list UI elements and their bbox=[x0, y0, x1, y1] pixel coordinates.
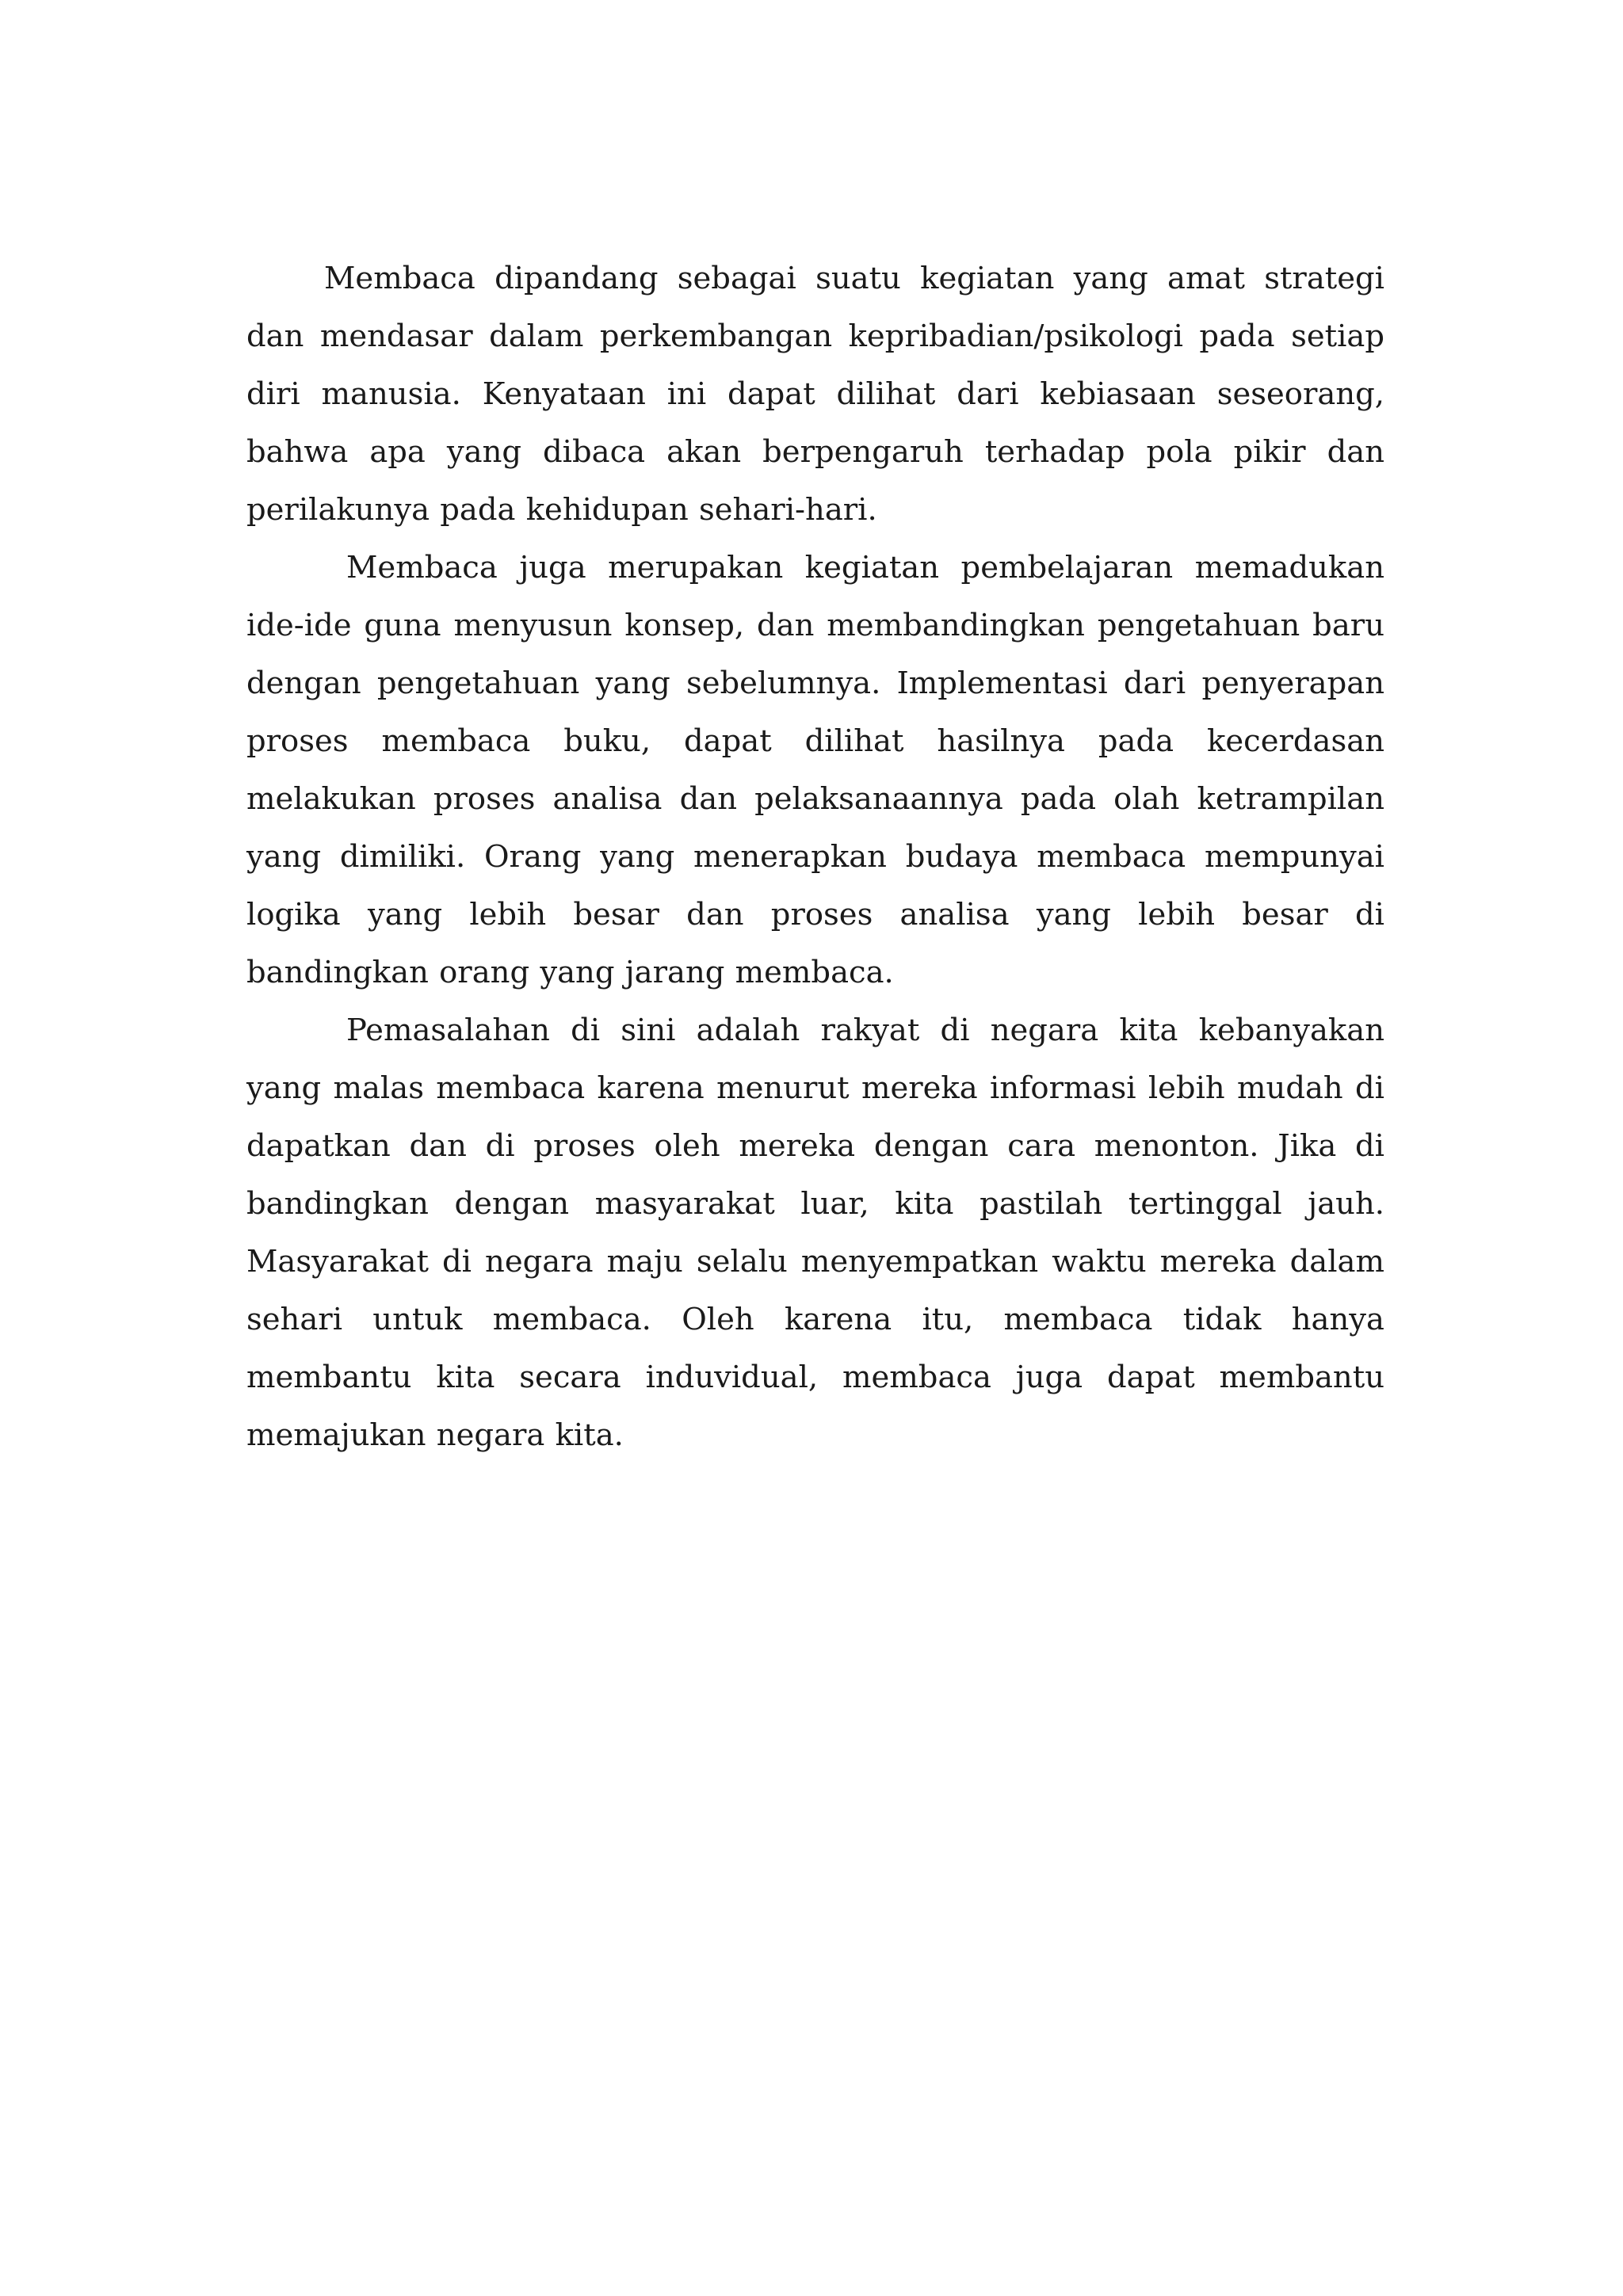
paragraph-3: Pemasalahan di sini adalah rakyat di negara kita kebanyakan yang malas membaca karena menurut mereka informasi lebih mudah di dapatkan dan di proses oleh mereka dengan cara menonton. Jika di bandingkan dengan masyarakat luar, kita pastilah tertinggal jauh. Masyarakat di negara maju selalu menyempatkan waktu mereka dalam sehari untuk membaca. Oleh karena itu, membaca tidak hanya membantu kita secara induvidual, membaca juga dapat membantu memajukan negara kita. bbox=[246, 1013, 1384, 1453]
paragraph-2: Membaca juga merupakan kegiatan pembelajaran memadukan ide-ide guna menyusun konsep, dan membandingkan pengetahuan baru dengan pengetahuan yang sebelumnya. Implementasi dari penyerapan proses membaca buku, dapat dilihat hasilnya pada kecerdasan melakukan proses analisa dan pelaksanaannya pada olah ketrampilan yang dimiliki. Orang yang menerapkan budaya membaca mempunyai logika yang lebih besar dan proses analisa yang lebih besar di bandingkan orang yang jarang membaca. bbox=[246, 550, 1384, 990]
body-text bbox=[246, 250, 1384, 1464]
paragraph-1: Membaca dipandang sebagai suatu kegiatan yang amat strategi dan mendasar dalam perkembangan kepribadian/psikologi pada setiap diri manusia. Kenyataan ini dapat dilihat dari kebiasaan seseorang, bahwa apa yang dibaca akan berpengaruh terhadap pola pikir dan perilakunya pada kehidupan sehari-hari. bbox=[246, 261, 1384, 528]
